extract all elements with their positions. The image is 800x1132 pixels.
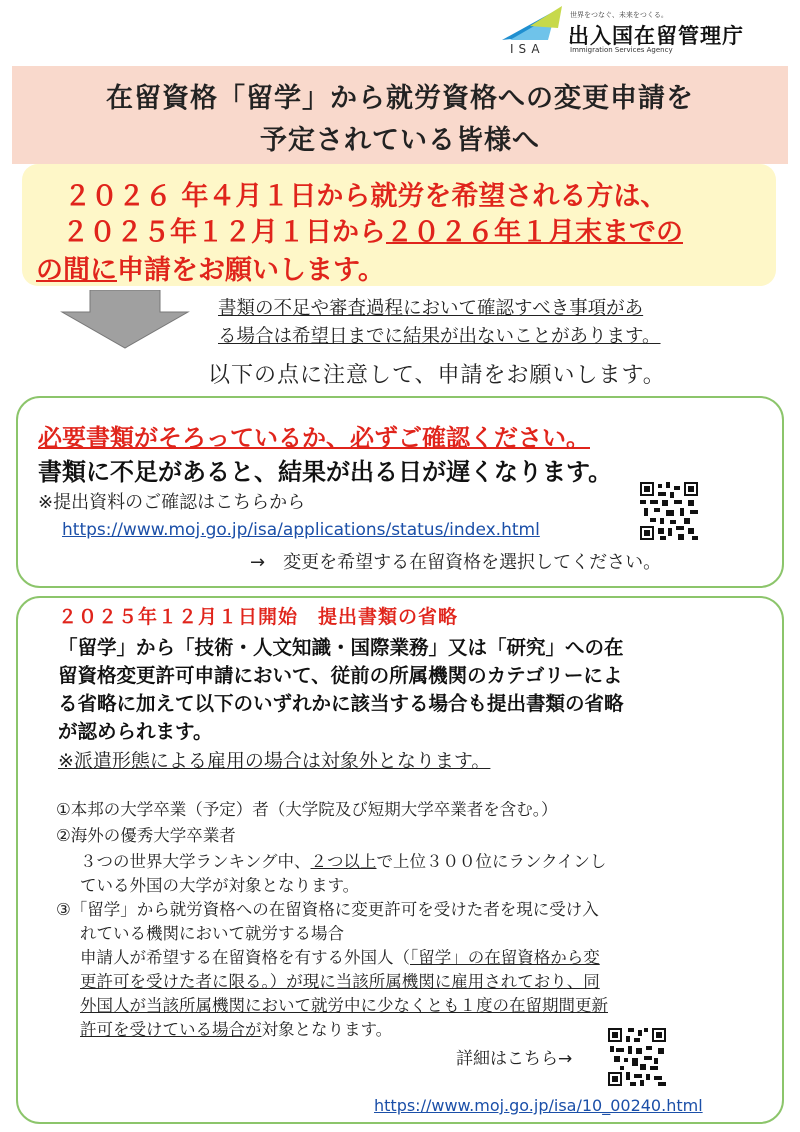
check-link-label: ※提出資料のご確認はこちらから xyxy=(38,492,306,513)
omission-heading: ２０２５年１２月１日開始 提出書類の省略 xyxy=(58,606,459,628)
document-check-box xyxy=(16,396,784,588)
omission-para-line4: が認められます。 xyxy=(58,720,213,743)
notice-line3: 以下の点に注意して、申請をお願いします。 xyxy=(208,363,666,388)
dispatch-exclusion-note: ※派遣形態による雇用の場合は対象外となります。 xyxy=(58,750,491,772)
omission-para-line2: 留資格変更許可申請において、従前の所属機関のカテゴリーによ xyxy=(58,664,623,687)
logo-tagline: 世界をつなぐ、未来をつくる。 xyxy=(570,11,668,19)
criterion-3-line3 xyxy=(80,944,600,968)
page-title-line1: 在留資格「留学」から就労資格への変更申請を xyxy=(106,83,694,114)
criterion-1: ①本邦の大学卒業（予定）者（大学院及び短期大学卒業者を含む。） xyxy=(56,800,558,819)
check-documents-warning: 必要書類がそろっているか、必ずご確認ください。 xyxy=(38,424,590,452)
criterion-2-detail-a: ３つの世界大学ランキング中、 xyxy=(80,852,311,871)
title-banner xyxy=(12,66,788,164)
criterion-3-line1: ③「留学」から就労資格への在留資格に変更許可を受けた者を現に受け入 xyxy=(56,900,599,919)
qr-code-icon[interactable] xyxy=(608,1028,666,1086)
criterion-3-line6-a: 許可を受けている場合が xyxy=(80,1020,262,1039)
criterion-3-line3-b: 「留学」の在留資格から変 xyxy=(410,948,600,967)
criterion-2-detail-line2: ている外国の大学が対象となります。 xyxy=(80,876,360,895)
deadline-period: の間に xyxy=(36,255,117,286)
agency-logo xyxy=(500,6,790,62)
criterion-3-line6-b: 対象となります。 xyxy=(261,1020,393,1039)
details-label: 詳細はこちら→ xyxy=(456,1049,573,1069)
delay-warning: 書類に不足があると、結果が出る日が遅くなります。 xyxy=(38,458,613,486)
omission-details-url-link[interactable]: https://www.moj.go.jp/isa/10_00240.html xyxy=(374,1096,703,1115)
deadline-start: ２０２５年１２月１日から xyxy=(62,217,386,248)
deadline-line3 xyxy=(36,248,385,287)
criterion-3-line5: 外国人が当該所属機関において就労中に少なくとも１度の在留期間更新 xyxy=(80,996,608,1015)
criterion-2-detail-line1 xyxy=(80,848,606,872)
deadline-request: 申請をお願いします。 xyxy=(117,255,385,286)
deadline-line2 xyxy=(62,210,683,249)
notice-line2: る場合は希望日までに結果が出ないことがあります。 xyxy=(218,326,661,347)
agency-name-en: Immigration Services Agency xyxy=(570,46,673,54)
notice-line1: 書類の不足や審査過程において確認すべき事項があ xyxy=(218,298,644,319)
qr-code-icon[interactable] xyxy=(640,482,698,540)
omission-para-line3: る省略に加えて以下のいずれかに該当する場合も提出書類の省略 xyxy=(58,692,624,715)
status-url-link[interactable]: https://www.moj.go.jp/isa/applications/status/index.html xyxy=(62,520,540,540)
criterion-3-line6 xyxy=(80,1016,392,1040)
criterion-3-line3-a: 申請人が希望する在留資格を有する外国人（ xyxy=(80,948,410,967)
select-status-instruction: → 変更を希望する在留資格を選択してください。 xyxy=(250,552,662,573)
isa-mark-icon xyxy=(500,6,570,46)
deadline-line1: ２０２６ 年４月１日から就労を希望される方は、 xyxy=(64,181,668,212)
omission-para-line1: 「留学」から「技術・人文知識・国際業務」又は「研究」への在 xyxy=(58,636,624,659)
criterion-2: ②海外の優秀大学卒業者 xyxy=(56,826,236,845)
criterion-3-line2: れている機関において就労する場合 xyxy=(80,924,344,943)
criterion-2-detail-c: で上位３００位にランクインし xyxy=(376,852,607,871)
logo-mark-text: ISA xyxy=(510,42,545,56)
down-arrow-icon xyxy=(60,290,190,350)
agency-name: 出入国在留管理庁 xyxy=(568,24,744,48)
criterion-3-line4: 更許可を受けた者に限る。）が現に当該所属機関に雇用されており、同 xyxy=(80,972,600,991)
deadline-highlight xyxy=(22,164,776,286)
page-title-line2: 予定されている皆様へ xyxy=(260,125,540,156)
deadline-end: ２０２６年１月末までの xyxy=(386,217,683,248)
document-omission-box xyxy=(16,596,784,1124)
criterion-2-detail-b: ２つ以上 xyxy=(310,852,377,871)
